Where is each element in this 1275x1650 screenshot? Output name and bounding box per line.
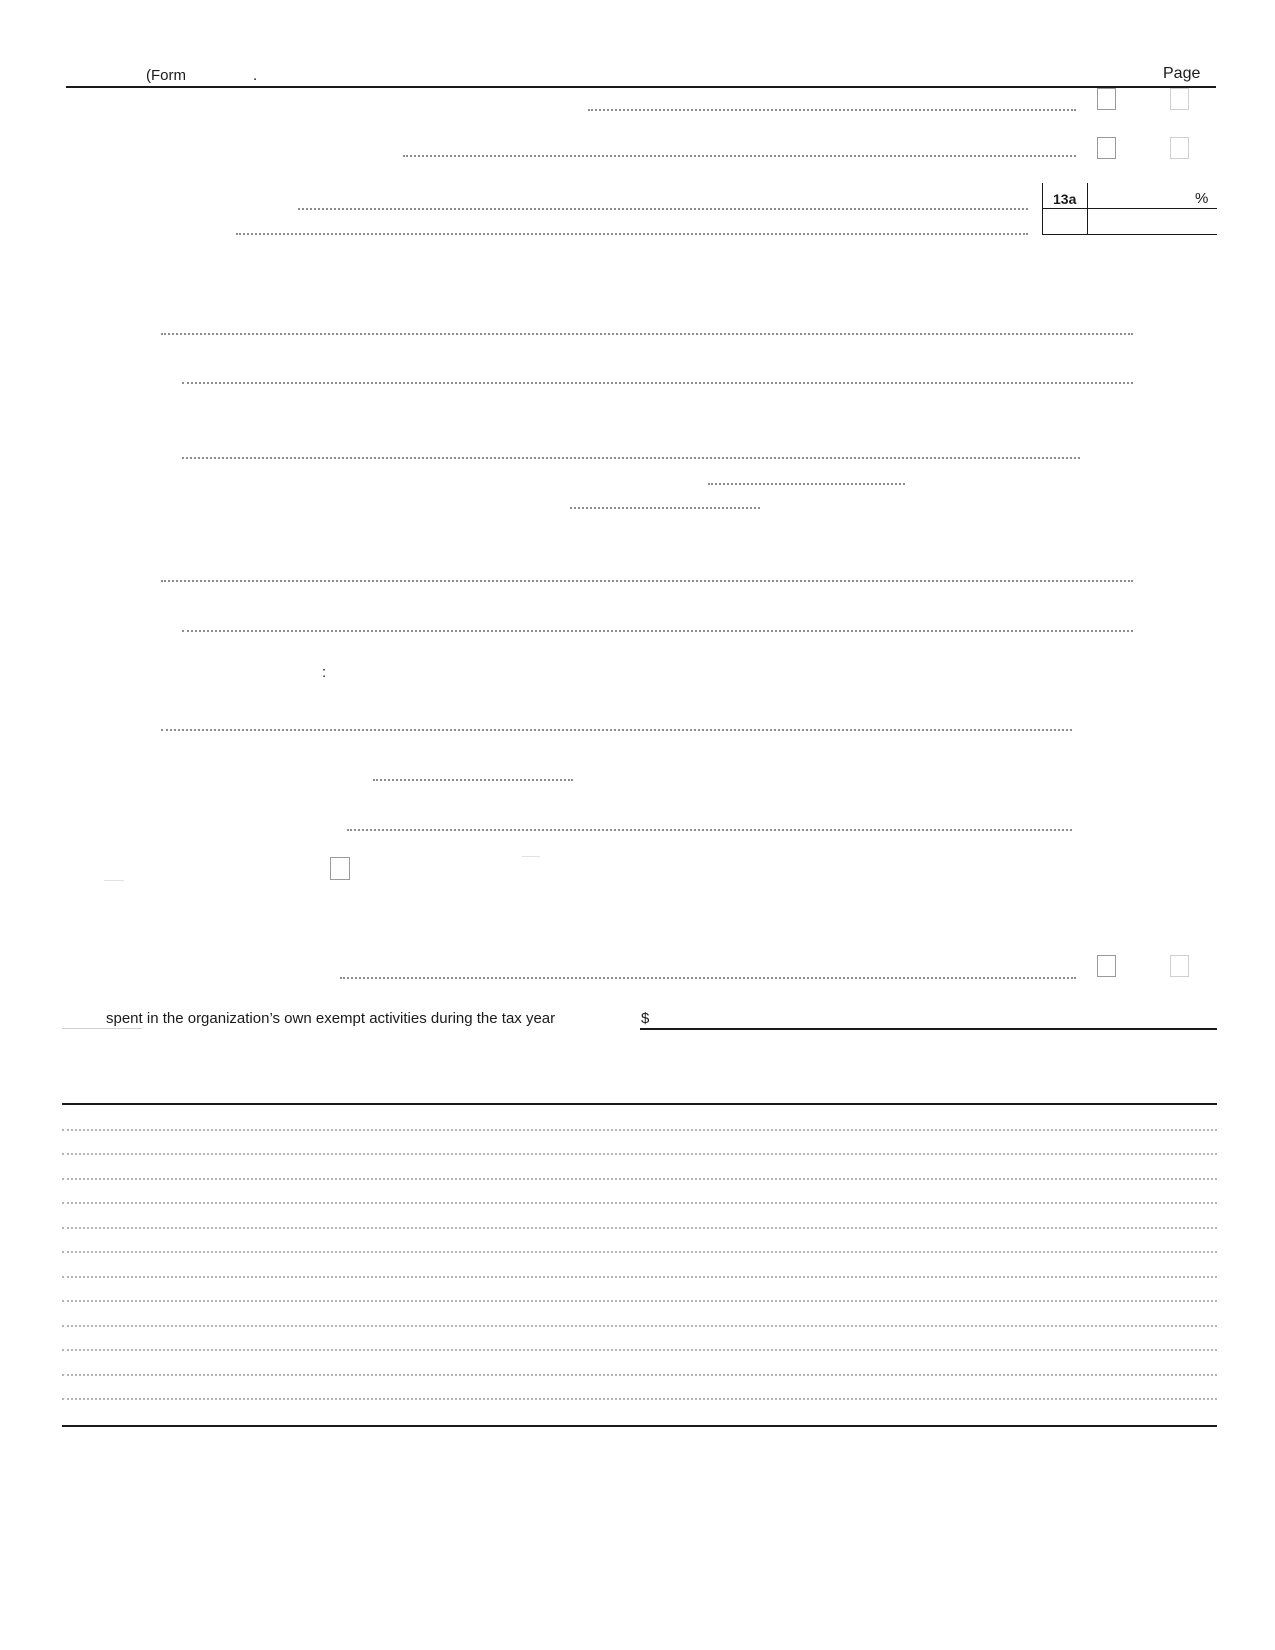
- spent-amount-rule: [640, 1028, 1217, 1030]
- leader-dots: [182, 457, 1080, 459]
- leader-dots: [182, 630, 1133, 632]
- line-13a-box-mid-rule: [1042, 208, 1217, 209]
- explanation-line[interactable]: [62, 1202, 1217, 1204]
- explanation-top-rule: [62, 1103, 1217, 1105]
- header-rule: [66, 86, 1216, 88]
- leader-dots: [182, 382, 1133, 384]
- spent-amount-field[interactable]: [655, 1006, 1215, 1028]
- leader-dots: [161, 580, 1133, 582]
- form-reference-dot: .: [253, 67, 258, 84]
- line-13a-amount-field[interactable]: [1090, 184, 1190, 206]
- explanation-line[interactable]: [62, 1276, 1217, 1278]
- leader-dots: [403, 155, 1076, 157]
- leader-dots: [161, 333, 1133, 335]
- leader-dots: [373, 779, 573, 781]
- no-checkbox[interactable]: [1170, 955, 1189, 977]
- leader-dots: [347, 829, 1072, 831]
- explanation-line[interactable]: [62, 1398, 1217, 1400]
- leader-dots: [708, 483, 905, 485]
- form-reference: (Form: [146, 67, 186, 84]
- line-13a-box-bottom-rule: [1042, 234, 1217, 235]
- explanation-line[interactable]: [62, 1178, 1217, 1180]
- leader-dots: [236, 233, 1028, 235]
- explanation-line[interactable]: [62, 1325, 1217, 1327]
- line-13a-percent: %: [1195, 190, 1209, 207]
- yes-checkbox[interactable]: [1097, 955, 1116, 977]
- faint-mark: [104, 880, 124, 881]
- leader-dots: [570, 507, 760, 509]
- no-checkbox[interactable]: [1170, 137, 1189, 159]
- explanation-line[interactable]: [62, 1227, 1217, 1229]
- leader-dots: [161, 729, 1072, 731]
- explanation-bottom-rule: [62, 1425, 1217, 1427]
- yes-checkbox[interactable]: [1097, 88, 1116, 110]
- spent-description: spent in the organization’s own exempt activities during the tax year: [106, 1010, 556, 1027]
- leader-dots: [298, 208, 1028, 210]
- option-checkbox[interactable]: [330, 857, 350, 880]
- explanation-line[interactable]: [62, 1129, 1217, 1131]
- section-divider: [62, 1028, 142, 1029]
- explanation-line[interactable]: [62, 1153, 1217, 1155]
- leader-dots: [340, 977, 1076, 979]
- leader-dots: [588, 109, 1076, 111]
- page-label: Page: [1163, 65, 1201, 82]
- colon-mark: :: [322, 664, 327, 681]
- spent-currency: $: [641, 1010, 650, 1027]
- explanation-line[interactable]: [62, 1251, 1217, 1253]
- explanation-line[interactable]: [62, 1300, 1217, 1302]
- faint-mark: [522, 856, 540, 857]
- no-checkbox[interactable]: [1170, 88, 1189, 110]
- line-13a-label: 13a: [1053, 191, 1077, 207]
- explanation-line[interactable]: [62, 1349, 1217, 1351]
- yes-checkbox[interactable]: [1097, 137, 1116, 159]
- explanation-line[interactable]: [62, 1374, 1217, 1376]
